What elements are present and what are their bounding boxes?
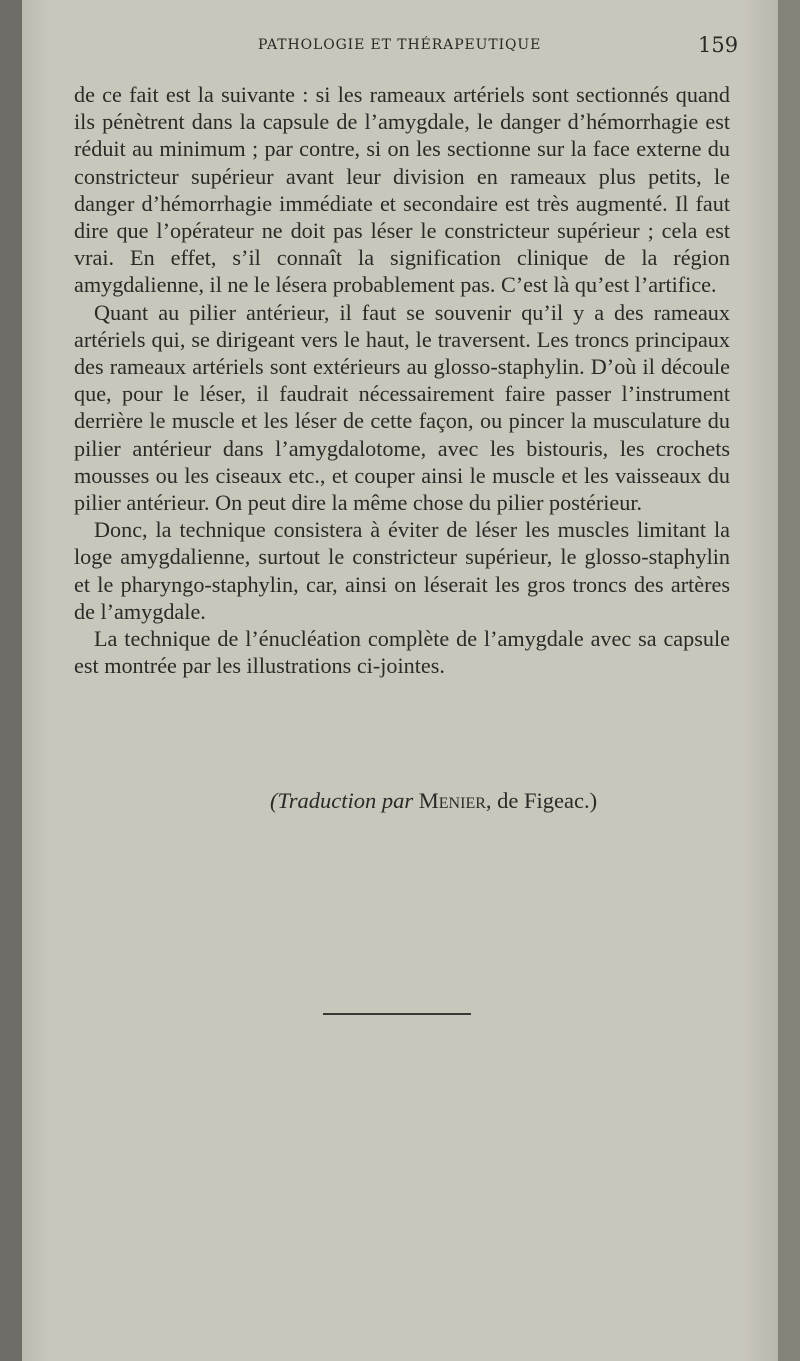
- running-head-title: PATHOLOGIE ET THÉRAPEUTIQUE: [258, 37, 542, 53]
- paragraph-2: Quant au pilier antérieur, il faut se souvenir qu’il y a des rameaux artériels qui, se dirigeant vers le haut, le traversent. Les troncs principaux des rameaux artériels sont extérieurs au glosso-staphylin. D’où il découle que, pour le léser, il faudrait nécessairement faire passer l’instrument derrière le muscle et les léser de cette façon, ou pincer la musculature du pilier antérieur dans l’amygdalotome, avec les bistouris, les crochets mousses ou les ciseaux etc., et couper ainsi le muscle et les vaisseaux du pilier antérieur. On peut dire la même chose du pilier postérieur.: [74, 299, 730, 516]
- paragraph-4: La technique de l’énucléation complète de l’amygdale avec sa capsule est montrée par les illustrations ci-jointes.: [74, 626, 730, 679]
- scan-edge-shadow: [778, 0, 800, 1361]
- credit-translator: Menier: [418, 788, 486, 813]
- page-number: 159: [698, 33, 739, 57]
- closing-rule: [323, 1013, 471, 1015]
- translation-credit: [270, 788, 597, 814]
- credit-translation-label: Traduction par: [277, 788, 414, 813]
- paragraph-3: Donc, la technique consistera à éviter de léser les muscles limitant la loge amygdalienne, surtout le constricteur supérieur, le glosso-staphylin et le pharyngo-staphylin, car, ainsi on léserait les gros troncs des artères de l’amygdale.: [74, 517, 730, 624]
- credit-place: , de Figeac.): [485, 788, 598, 813]
- body-text: [74, 81, 730, 679]
- credit-open-paren: (: [270, 788, 278, 813]
- paragraph-1: de ce fait est la suivante : si les rameaux artériels sont sectionnés quand ils pénètrent dans la capsule de l’amygdale, le danger d’hémorrhagie est réduit au minimum ; par contre, si on les sectionne sur la face externe du constricteur supérieur avant leur division en rameaux plus petits, le danger d’hémorrhagie immédiate et secondaire est très augmenté. Il faut dire que l’opérateur ne doit pas léser le constricteur supérieur ; cela est vrai. En effet, s’il connaît la signification clinique de la région amygdalienne, il ne le lésera probablement pas. C’est là qu’est l’artifice.: [74, 82, 730, 298]
- running-head: [0, 33, 800, 63]
